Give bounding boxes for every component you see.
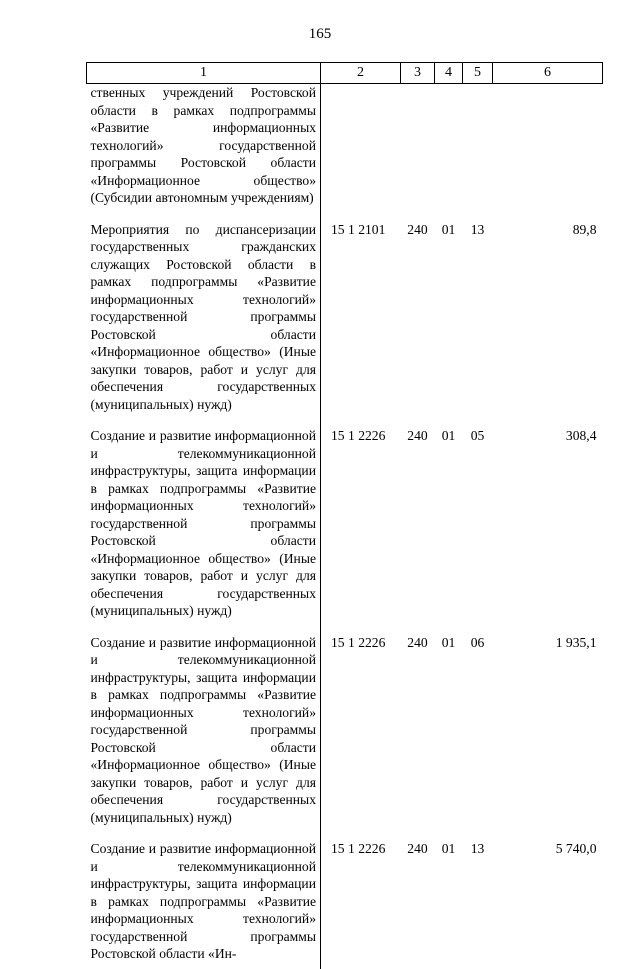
row-target-code: 15 1 2101 — [331, 221, 386, 237]
row-amount: 1 935,1 — [555, 634, 597, 650]
table-row — [87, 419, 603, 626]
row-subsection: 06 — [470, 634, 485, 650]
row-description: Создание и развитие информационной и телекоммуникационной инфраструктуры, защита информации в рамках подпрограммы «Развитие информационных технологий» государственной программы Ростовской области «Информационное общество» (Иные закупки товаров, работ и услуг для обеспечения государственных (муниципальных) нужд) — [87, 419, 321, 626]
row-expense-type: 240 — [407, 221, 428, 237]
column-header-rz: 4 — [435, 63, 463, 84]
row-target-code: 15 1 2226 — [331, 428, 386, 443]
row-section: 01 — [441, 634, 456, 650]
row-subsection: 05 — [470, 428, 485, 443]
column-header-description: 1 — [87, 63, 321, 84]
row-section: 01 — [441, 841, 456, 856]
row-expense-type: 240 — [407, 841, 428, 856]
page-number: 165 — [308, 26, 332, 42]
column-header-vr: 3 — [401, 63, 435, 84]
row-amount: 89,8 — [572, 221, 597, 237]
row-section: 01 — [441, 221, 456, 237]
table-row — [87, 626, 603, 833]
column-header-code: 2 — [321, 63, 401, 84]
column-header-pr: 5 — [463, 63, 493, 84]
row-amount: 308,4 — [565, 428, 597, 443]
row-description: Создание и развитие информационной и телекоммуникационной инфраструктуры, защита информации в рамках подпрограммы «Развитие информационных технологий» государственной программы Ростовской области «Ин- — [87, 832, 321, 969]
column-header-sum: 6 — [493, 63, 603, 84]
row-target-code: 15 1 2226 — [331, 634, 386, 650]
budget-table — [86, 62, 603, 969]
row-expense-type: 240 — [407, 634, 428, 650]
row-description: Создание и развитие информационной и телекоммуникационной инфраструктуры, защита информации в рамках подпрограммы «Развитие информационных технологий» государственной программы Ростовской области «Информационное общество» (Иные закупки товаров, работ и услуг для обеспечения государственных (муниципальных) нужд) — [87, 626, 321, 833]
table-header-row — [87, 63, 603, 84]
row-target-code: 15 1 2226 — [331, 841, 386, 856]
row-amount: 5 740,0 — [555, 841, 597, 856]
row-section: 01 — [441, 428, 456, 443]
table-row-continuation — [87, 84, 603, 213]
row-expense-type: 240 — [407, 428, 428, 443]
table-row — [87, 213, 603, 420]
row-description: Мероприятия по диспансеризации государственных гражданских служащих Ростовской области в рамках подпрограммы «Развитие информационных технологий» государственной программы Ростовской области «Информационное общество» (Иные закупки товаров, работ и услуг для обеспечения государственных (муниципальных) нужд) — [87, 213, 321, 420]
table-row — [87, 832, 603, 969]
row-subsection: 13 — [470, 841, 485, 856]
row-subsection: 13 — [470, 221, 485, 237]
row-description: ственных учреждений Ростовской области в рамках подпрограммы «Развитие информационных технологий» государственной программы Ростовской области «Информационное общество» (Субсидии автономным учреждениям) — [87, 84, 321, 213]
